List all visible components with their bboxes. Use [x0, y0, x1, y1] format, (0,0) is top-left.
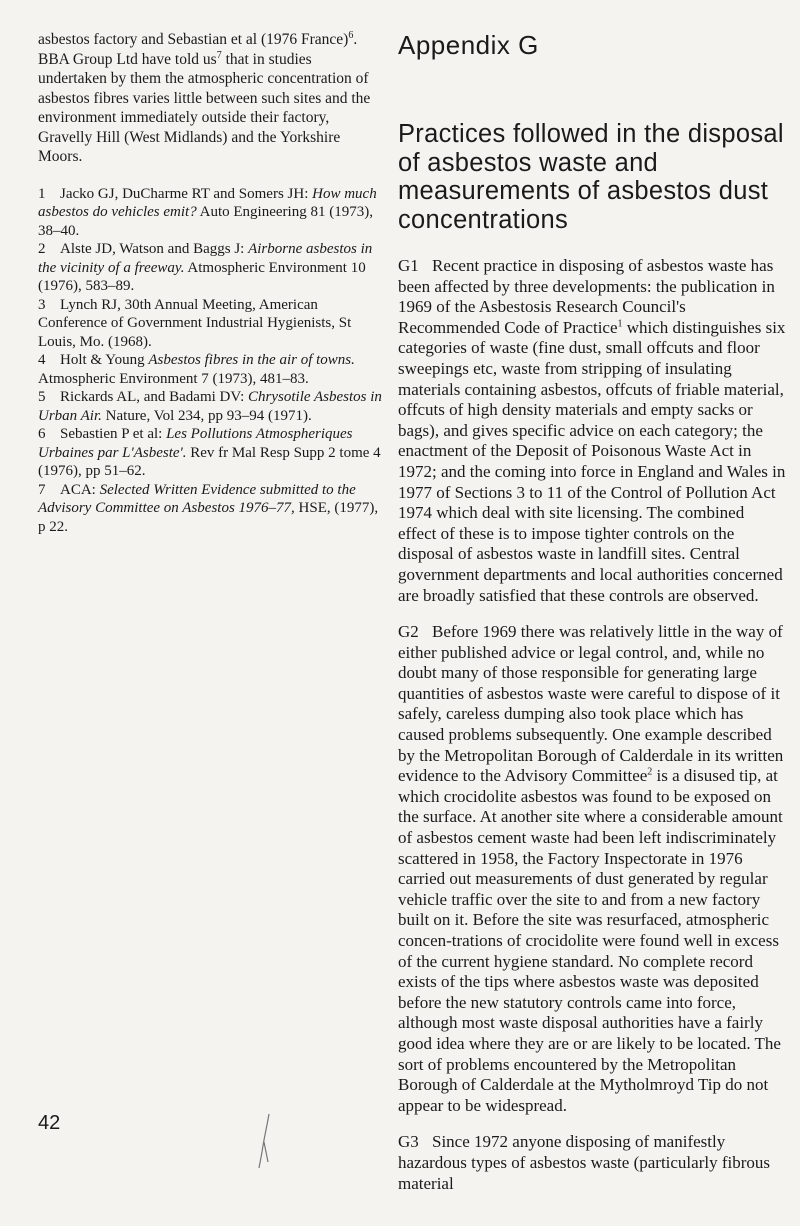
right-column	[398, 30, 786, 1210]
intro-text-c: that in studies undertaken by them the atmospheric concentration of asbestos fibres varies little between such sites and the environment immediately outside their factory, Gravelly Hill (West Midlands) and the Yorkshire Moors.	[38, 50, 371, 165]
reference-number: 7	[38, 481, 46, 498]
paragraph-text: which distinguishes six categories of waste (fine dust, small offcuts and floor sweepings etc, waste from stripping of insulating materials containing asbestos, offcuts of friable material, offcuts of high density materials and empty sacks or bags), and gives specific advice on each category; the enactment of the Deposit of Poisonous Waste Act in 1972; and the coming into force in England and Wales in 1977 of Sections 3 to 11 of the Control of Pollution Act 1974 which deal with site licensing. The combined effect of these is to impose tighter controls on the disposal of asbestos waste in landfill sites. Central government departments and local authorities concerned are broadly satisfied that these controls are observed.	[398, 317, 786, 605]
reference-source: Rev fr Mal Resp Supp 2 tome 4 (1976), pp 51–62.	[38, 444, 381, 479]
page-number: 42	[38, 1112, 61, 1134]
reference-title: How much asbestos do vehicles emit?	[38, 185, 377, 220]
reference-authors: Sebastien P et al:	[60, 426, 167, 442]
reference-item	[38, 240, 383, 296]
reference-authors: Lynch RJ, 30th Annual Meeting, American Conference of Government Industrial Hygienists, St Louis, Mo. (1968).	[38, 296, 352, 350]
paragraph-text: Since 1972 anyone disposing of manifestly hazardous types of asbestos waste (particularly fibrous material	[398, 1132, 770, 1193]
reference-item	[38, 351, 383, 388]
reference-title: Chrysotile Asbestos in Urban Air.	[38, 389, 382, 424]
intro-text-b: . BBA Group Ltd have told us	[38, 31, 358, 68]
reference-source: Auto Engineering 81 (1973), 38–40.	[38, 204, 373, 239]
reference-item	[38, 425, 383, 481]
reference-item	[38, 388, 383, 425]
reference-title: Selected Written Evidence submitted to the Advisory Committee on Asbestos 1976–77,	[38, 481, 356, 516]
intro-paragraph	[38, 30, 383, 167]
section-heading: Practices followed in the disposal of asbestos waste and measurements of asbestos dust concentrations	[398, 120, 784, 234]
reference-authors: ACA:	[60, 481, 100, 498]
paragraph-text: Before 1969 there was relatively little in the way of either published advice or legal control, and, while no doubt many of those responsible for generating large quantities of asbestos waste were careful to dispose of it safely, careless dumping also took place which has caused problems subsequently. One example described by the Metropolitan Borough of Calderdale in its written evidence to the Advisory Committee	[398, 622, 784, 786]
reference-number: 3	[38, 296, 46, 313]
left-column	[38, 30, 383, 536]
footnote-ref: 2	[647, 766, 653, 778]
reference-source: Atmospheric Environment 10 (1976), 583–89.	[38, 259, 366, 294]
reference-title: Asbestos fibres in the air of towns.	[148, 352, 355, 368]
reference-title: Airborne asbestos in the vicinity of a freeway.	[38, 241, 373, 276]
footnote-ref: 1	[617, 318, 623, 330]
reference-authors: Rickards AL, and Badami DV:	[60, 389, 249, 405]
reference-number: 1	[38, 185, 46, 202]
reference-source: Atmospheric Environment 7 (1973), 481–83.	[38, 370, 309, 387]
reference-list	[38, 185, 383, 537]
paragraph-text: is a disused tip, at which crocidolite asbestos was found to be exposed on the surface. At another site where a considerable amount of asbestos cement waste had been left indiscriminately scattered in 1958, the Factory Inspectorate in 1976 carried out measurements of dust generated by regular vehicle traffic over the site to and from a new factory built on it. Before the site was resurfaced, atmospheric concen-trations of crocidolite were found well in excess of the current hygiene standard. No complete record exists of the tips where asbestos waste was deposited before the new statutory controls came into force, although most waste disposal authorities have a fairly good idea where they are or are likely to be located. The sort of problems encountered by the Metropolitan Borough of Calderdale at the Mytholmroyd Tip do not appear to be widespread.	[398, 766, 783, 1115]
footnote-ref: 6	[348, 29, 354, 41]
paragraph-g3	[398, 1132, 786, 1194]
reference-title: Les Pollutions Atmospheriques Urbaines par L'Asbeste'.	[38, 426, 353, 461]
reference-source: Nature, Vol 234, pp 93–94 (1971).	[101, 407, 312, 424]
reference-number: 2	[38, 241, 46, 257]
reference-item	[38, 185, 383, 241]
reference-authors: Holt & Young	[60, 352, 149, 368]
reference-item	[38, 296, 383, 352]
footnote-ref: 7	[216, 49, 222, 61]
paragraph-g1	[398, 256, 786, 606]
reference-authors: Alste JD, Watson and Baggs J:	[60, 241, 249, 257]
reference-authors: Jacko GJ, DuCharme RT and Somers JH:	[60, 185, 313, 202]
reference-number: 5	[38, 389, 46, 405]
reference-item	[38, 481, 383, 537]
paragraph-number: G1	[398, 256, 419, 275]
paragraph-number: G2	[398, 622, 419, 642]
intro-text-a: asbestos factory and Sebastian et al (1976 France)	[38, 31, 349, 48]
reference-source: HSE, (1977), p 22.	[38, 500, 379, 535]
paragraph-text: Recent practice in disposing of asbestos waste has been affected by three developments: the publication in 1969 of the Asbestosis Research Council's Recommended Code of Practice	[398, 256, 775, 337]
reference-number: 4	[38, 352, 46, 368]
paragraph-g2	[398, 622, 786, 1116]
reference-number: 6	[38, 426, 46, 442]
appendix-label: Appendix G	[398, 30, 539, 60]
paragraph-number: G3	[398, 1132, 419, 1152]
pencil-mark-icon	[255, 1112, 275, 1172]
